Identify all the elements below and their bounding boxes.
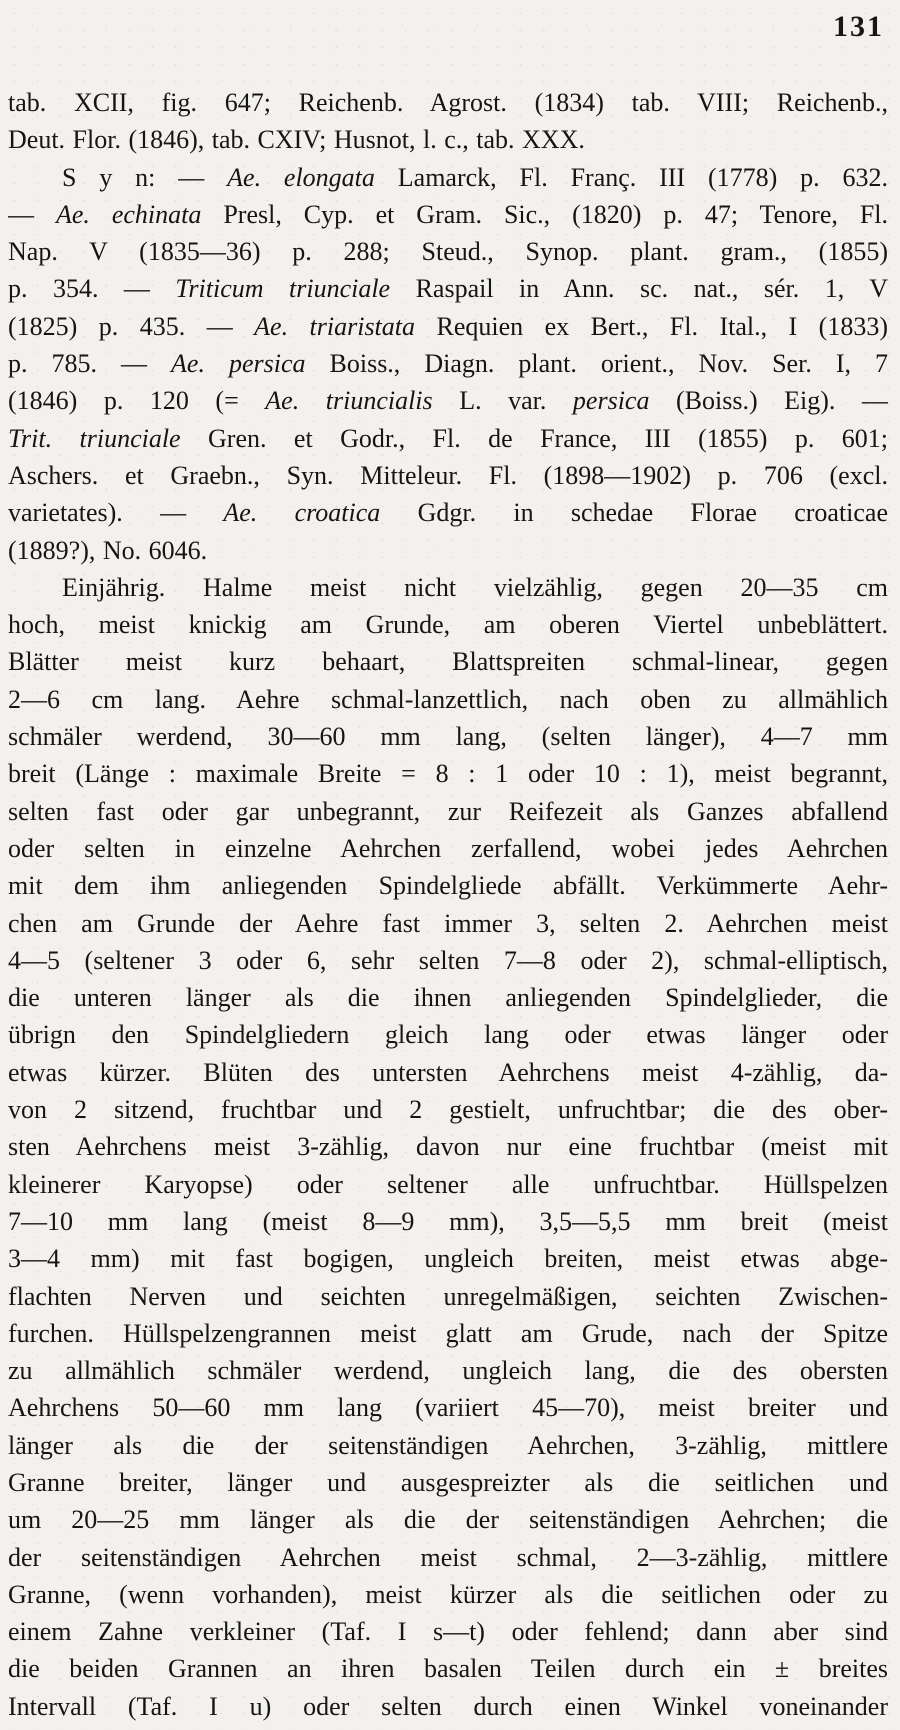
text-line xyxy=(8,1166,888,1203)
text-line xyxy=(8,979,888,1016)
text-line xyxy=(8,121,888,158)
text-segment: hoch, meist knickig am Grunde, am oberen Viertel unbeblättert. xyxy=(8,610,888,640)
text-line xyxy=(8,532,888,569)
text-segment: chen am Grunde der Aehre fast immer 3, selten 2. Aehrchen meist xyxy=(8,908,888,938)
text-segment: oder selten in einzelne Aehrchen zerfallend, wobei jedes Aehrchen xyxy=(8,833,888,863)
text-line xyxy=(8,1240,888,1277)
text-line xyxy=(8,867,888,904)
text-line xyxy=(8,718,888,755)
text-segment: (1889?), No. 6046. xyxy=(8,535,208,565)
text-segment: (1825) p. 435. — xyxy=(8,311,255,341)
text-line xyxy=(8,606,888,643)
text-segment: etwas kürzer. Blüten des untersten Aehrchens meist 4-zählig, da- xyxy=(8,1057,888,1087)
text-segment: von 2 sitzend, fruchtbar und 2 gestielt, unfruchtbar; die des ober- xyxy=(8,1095,888,1125)
text-line xyxy=(8,1016,888,1053)
text-line xyxy=(8,905,888,942)
text-line xyxy=(8,420,888,457)
text-segment: 4—5 (seltener 3 oder 6, sehr selten 7—8 oder 2), schmal-elliptisch, xyxy=(8,945,888,975)
text-line xyxy=(8,1464,888,1501)
text-segment: flachten Nerven und seichten unregelmäßigen, seichten Zwischen- xyxy=(8,1281,888,1311)
text-line xyxy=(8,345,888,382)
text-segment: Nap. V (1835—36) p. 288; Steud., Synop. plant. gram., (1855) xyxy=(8,237,888,267)
text-segment: — xyxy=(8,199,56,229)
text-line xyxy=(8,1427,888,1464)
text-line xyxy=(8,1539,888,1576)
text-line xyxy=(8,1501,888,1538)
text-line xyxy=(8,681,888,718)
text-line xyxy=(8,569,888,606)
text-segment: kleinerer Karyopse) oder seltener alle unfruchtbar. Hüllspelzen xyxy=(8,1169,888,1199)
text-line xyxy=(8,1054,888,1091)
text-segment: länger als die der seitenständigen Aehrchen, 3-zählig, mittlere xyxy=(8,1430,888,1460)
text-segment: Intervall (Taf. I u) oder selten durch einen Winkel voneinander xyxy=(8,1691,888,1721)
text-segment: 7—10 mm lang (meist 8—9 mm), 3,5—5,5 mm breit (meist xyxy=(8,1206,888,1236)
text-segment: 3—4 mm) mit fast bogigen, ungleich breiten, meist etwas abge- xyxy=(8,1244,888,1274)
text-line xyxy=(8,1091,888,1128)
text-line xyxy=(8,1352,888,1389)
text-segment: S y n: — xyxy=(62,162,228,192)
text-block xyxy=(8,84,888,1725)
text-segment: tab. XCII, fig. 647; Reichenb. Agrost. (1834) tab. VIII; Reichenb., xyxy=(8,88,888,117)
text-segment: zu allmählich schmäler werdend, ungleich lang, die des obersten xyxy=(8,1356,888,1386)
text-line xyxy=(8,457,888,494)
text-segment: p. 785. — xyxy=(8,349,172,379)
text-segment: Einjährig. Halme meist nicht vielzählig, gegen 20—35 cm xyxy=(62,572,888,602)
text-segment: (Boiss.) Eig). — xyxy=(649,386,888,416)
text-line xyxy=(8,1688,888,1725)
text-segment: L. var. xyxy=(432,386,573,416)
text-segment: übrign den Spindelgliedern gleich lang oder etwas länger oder xyxy=(8,1020,888,1050)
text-segment: selten fast oder gar unbegrannt, zur Reifezeit als Ganzes abfallend xyxy=(8,796,888,826)
text-segment: Aschers. et Graebn., Syn. Mitteleur. Fl. (1898—1902) p. 706 (excl. xyxy=(8,460,888,490)
text-segment: breit (Länge : maximale Breite = 8 : 1 oder 10 : 1), meist begrannt, xyxy=(8,759,888,789)
text-segment: Lamarck, Fl. Franç. III (1778) p. 632. xyxy=(374,162,888,192)
text-segment: Granne, (wenn vorhanden), meist kürzer als die seitlichen oder zu xyxy=(8,1579,888,1609)
text-line xyxy=(8,1650,888,1687)
text-segment: furchen. Hüllspelzengrannen meist glatt am Grude, nach der Spitze xyxy=(8,1318,888,1348)
text-line xyxy=(8,196,888,233)
text-line xyxy=(8,1613,888,1650)
text-segment: p. 354. — xyxy=(8,274,176,304)
page-number: 131 xyxy=(833,10,884,43)
text-segment: Granne breiter, länger und ausgespreizter als die seitlichen und xyxy=(8,1467,888,1497)
species-name: persica xyxy=(572,386,650,416)
text-segment: die unteren länger als die ihnen anliegenden Spindelglieder, die xyxy=(8,983,888,1013)
text-line xyxy=(8,1389,888,1426)
text-segment: Requien ex Bert., Fl. Ital., I (1833) xyxy=(415,311,888,341)
text-line xyxy=(8,270,888,307)
text-segment: 2—6 cm lang. Aehre schmal-lanzettlich, nach oben zu allmählich xyxy=(8,684,888,714)
text-segment: sten Aehrchens meist 3-zählig, davon nur eine fruchtbar (meist mit xyxy=(8,1132,888,1162)
text-segment: Raspail in Ann. sc. nat., sér. 1, V xyxy=(390,274,888,304)
text-segment: Presl, Cyp. et Gram. Sic., (1820) p. 47; Tenore, Fl. xyxy=(201,199,888,229)
text-segment: Gdgr. in schedae Florae croaticae xyxy=(380,498,888,528)
text-line xyxy=(8,1203,888,1240)
species-name: Trit. triunciale xyxy=(8,423,181,453)
text-line xyxy=(8,1315,888,1352)
text-segment: der seitenständigen Aehrchen meist schmal, 2—3-zählig, mittlere xyxy=(8,1542,888,1572)
text-segment: (1846) p. 120 (= xyxy=(8,386,266,416)
species-name: Triticum triunciale xyxy=(175,274,391,304)
species-name: Ae. persica xyxy=(171,349,306,379)
text-segment: Deut. Flor. (1846), tab. CXIV; Husnot, l. c., tab. XXX. xyxy=(8,125,585,155)
species-name: Ae. croatica xyxy=(223,498,381,528)
species-name: Ae. triuncialis xyxy=(265,386,433,416)
text-segment: einem Zahne verkleiner (Taf. I s—t) oder fehlend; dann aber sind xyxy=(8,1617,888,1647)
text-line xyxy=(8,382,888,419)
text-segment: varietates). — xyxy=(8,498,224,528)
text-line xyxy=(8,233,888,270)
text-segment: schmäler werdend, 30—60 mm lang, (selten länger), 4—7 mm xyxy=(8,722,888,752)
text-line xyxy=(8,1278,888,1315)
text-line xyxy=(8,830,888,867)
text-line xyxy=(8,84,888,121)
text-line xyxy=(8,494,888,531)
text-segment: die beiden Grannen an ihren basalen Teilen durch ein ± breites xyxy=(8,1654,888,1684)
text-line xyxy=(8,1128,888,1165)
species-name: Ae. elongata xyxy=(227,162,375,192)
text-line xyxy=(8,793,888,830)
species-name: Ae. triaristata xyxy=(254,311,416,341)
text-line xyxy=(8,1576,888,1613)
text-line xyxy=(8,308,888,345)
text-line xyxy=(8,159,888,196)
species-name: Ae. echinata xyxy=(55,199,202,229)
text-segment: um 20—25 mm länger als die der seitenständigen Aehrchen; die xyxy=(8,1505,888,1535)
text-line xyxy=(8,755,888,792)
text-segment: Boiss., Diagn. plant. orient., Nov. Ser. I, 7 xyxy=(305,349,888,379)
text-segment: Gren. et Godr., Fl. de France, III (1855) p. 601; xyxy=(180,423,888,453)
text-line xyxy=(8,643,888,680)
text-segment: Aehrchens 50—60 mm lang (variiert 45—70), meist breiter und xyxy=(8,1393,888,1423)
text-segment: Blätter meist kurz behaart, Blattspreiten schmal-linear, gegen xyxy=(8,647,888,677)
text-segment: mit dem ihm anliegenden Spindelgliede abfällt. Verkümmerte Aehr- xyxy=(8,871,888,901)
text-line xyxy=(8,942,888,979)
